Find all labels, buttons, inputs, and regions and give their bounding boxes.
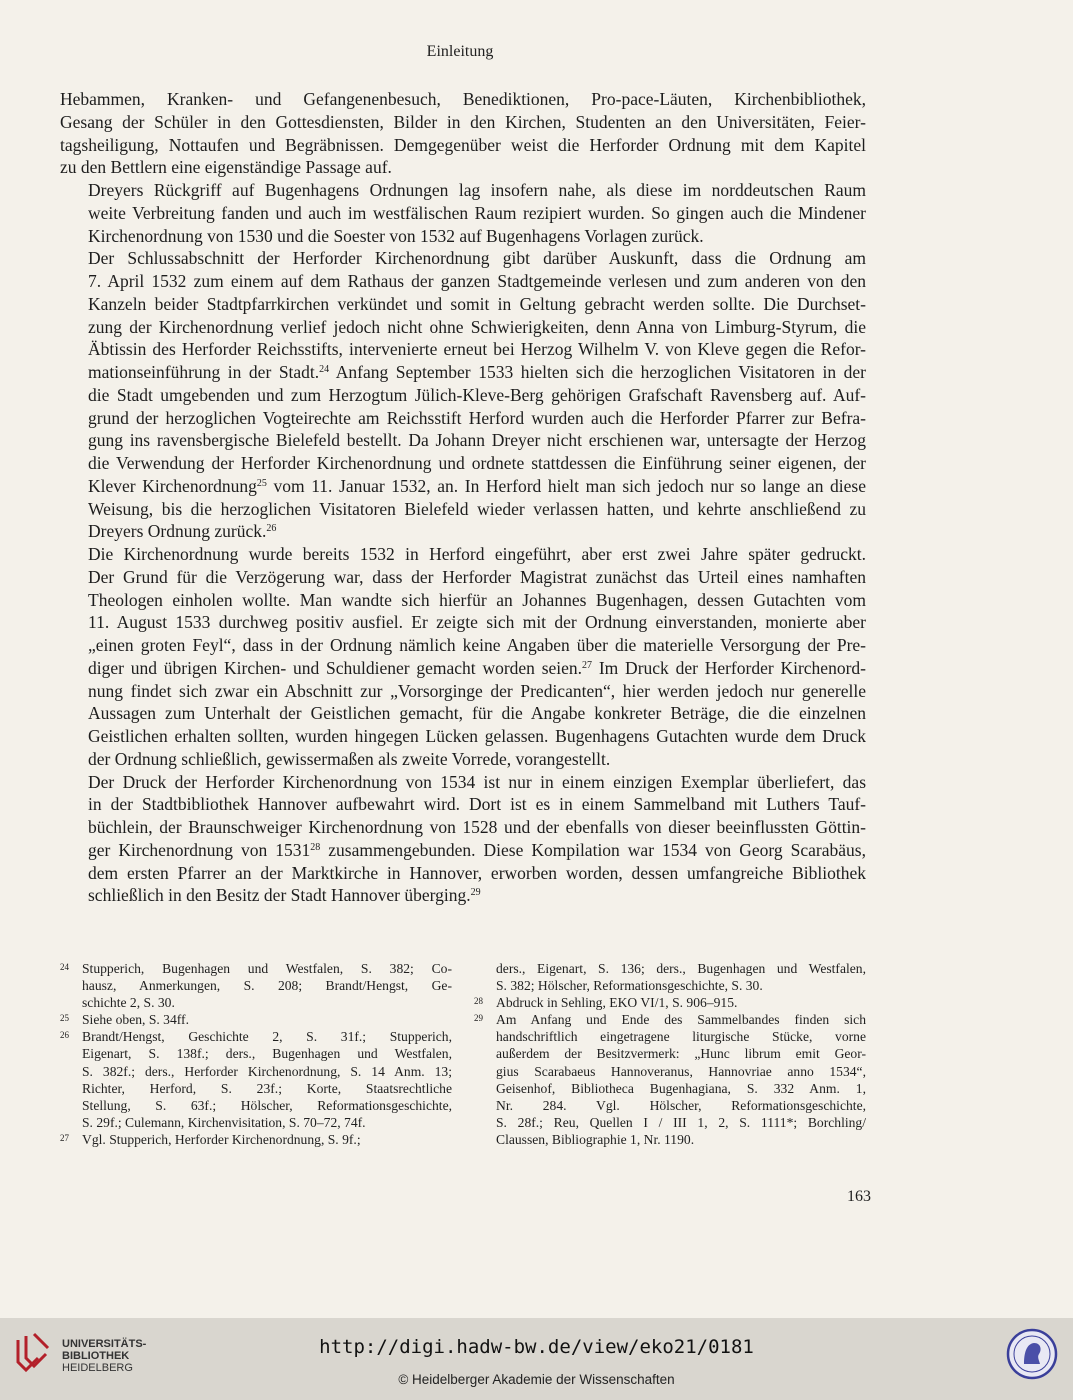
footnote-ref[interactable]: 28 xyxy=(310,841,321,853)
footnote-line: außerdem der Besitzvermerk: „Hunc librum emit Geor- xyxy=(496,1046,866,1062)
text-line: Klever Kirchenordnung$^{25}$ vom 11. Januar 1532, an. In Herford hielt man sich jedoch nur so lange an diese xyxy=(88,475,866,496)
footnote-ref[interactable]: 27 xyxy=(582,659,593,671)
footnote-line: Abdruck in Sehling, EKO VI/1, S. 906–915. xyxy=(496,995,738,1011)
text-line: Weisung, bis die herzoglichen Visitatoren Bielefeld wieder verlassen hatten, und kehrte anschließend zu xyxy=(88,498,866,519)
text-line: Kanzeln beider Stadtpfarrkirchen verkündet und somit in Geltung gebracht werden sollte. Die Durchset- xyxy=(88,293,866,314)
text-line: ger Kirchenordnung von 1531$^{28}$ zusammengebunden. Diese Kompilation war 1534 von Georg Scarabäus, xyxy=(88,839,866,860)
running-head: Einleitung xyxy=(426,43,494,60)
footnote-line: Nr. 284. Vgl. Hölscher, Reformationsgeschichte, xyxy=(496,1097,866,1113)
text-line: Äbtissin des Herforder Reichsstifts, intervenierte erneut bei Herzog Wilhelm V. von Kleve gegen die Refor- xyxy=(88,339,866,360)
text-line: Hebammen, Kranken- und Gefangenenbesuch, Benediktionen, Pro-pace-Läuten, Kirchenbibliothek, xyxy=(60,89,866,109)
footnote xyxy=(474,960,866,994)
page-number: 163 xyxy=(847,1188,871,1205)
footnote-number: 29 xyxy=(474,1013,483,1024)
logo-line-3: HEIDELBERG xyxy=(62,1362,133,1374)
text-line: büchlein, der Braunschweiger Kirchenordnung von 1528 und der ebenfalls von dieser beeinflussten Göttin- xyxy=(88,817,866,837)
text-line: Theologen einholen wollte. Man wandte sich hierfür an Johannes Bugenhagen, dessen Gutachten vom xyxy=(88,589,866,610)
footnote-number: 24 xyxy=(60,962,69,972)
text-line: dem ersten Pfarrer an der Marktkirche in Hannover, erworben worden, dessen umfangreiche Bibliothek xyxy=(88,862,866,883)
text-line: in der Stadtbibliothek Hannover aufbewahrt wird. Dort ist es in einem Sammelband mit Luthers Tauf- xyxy=(88,794,866,815)
text-line: weite Verbreitung fanden und auch im westfälischen Raum rezipiert wurden. So gingen auch die Mindener xyxy=(88,202,866,223)
footnote-number: 28 xyxy=(474,996,483,1007)
footnote-line: Claussen, Bibliographie 1, Nr. 1190. xyxy=(496,1131,695,1147)
footnote-line: hausz, Anmerkungen, S. 208; Brandt/Hengst, Ge- xyxy=(82,978,452,994)
footnote-number: 26 xyxy=(60,1030,69,1041)
logo-line-1: UNIVERSITÄTS- xyxy=(62,1338,147,1350)
footer-bar xyxy=(0,1318,1073,1400)
academy-seal-icon[interactable] xyxy=(1006,1328,1058,1380)
footnote xyxy=(60,1028,452,1131)
text-line: 7. April 1532 zum einem auf dem Rathaus der ganzen Stadtgemeinde verlesen und zum anderen von den xyxy=(88,271,866,291)
text-line: grund der herzoglichen Vogteirechte am Reichsstift Herford wurden auch die Herforder Pfarrer zur Befra- xyxy=(88,407,866,428)
footnotes-right-column xyxy=(474,960,866,1148)
footnote xyxy=(60,1011,452,1028)
footnote-number: 27 xyxy=(60,1132,69,1143)
text-line: schließlich in den Besitz der Stadt Hannover überging.$^{29}$ xyxy=(88,885,481,906)
text-line: Kirchenordnung von 1530 und die Soester von 1532 auf Bugenhagens Vorlagen zurück. xyxy=(88,225,704,246)
footnote-line: S. 382f.; ders., Herforder Kirchenordnung, S. 14 Anm. 13; xyxy=(82,1063,452,1079)
footnote-ref[interactable]: 24 xyxy=(319,364,330,375)
footnote-ref[interactable]: 29 xyxy=(470,887,481,899)
paragraph xyxy=(60,771,866,908)
footnote-number: 25 xyxy=(60,1013,69,1024)
text-line: Geistlichen erhalten sollten, wurden hingegen Lücken gelassen. Bugenhagens Gutachten wurde dem Druck xyxy=(88,726,866,746)
text-line: Der Schlussabschnitt der Herforder Kirchenordnung gibt darüber Auskunft, dass die Ordnung am xyxy=(88,248,866,269)
footnote xyxy=(60,960,452,1011)
footnote-line: S. 28f.; Reu, Quellen I / III 1, 2, S. 1111*; Borchling/ xyxy=(496,1114,866,1130)
footnote-line: Stupperich, Bugenhagen und Westfalen, S. 382; Co- xyxy=(82,961,452,976)
footnote-line: Richter, Herford, S. 23f.; Korte, Staatsrechtliche xyxy=(82,1080,452,1096)
footnotes-left-column xyxy=(60,960,452,1148)
text-line: Die Kirchenordnung wurde bereits 1532 in Herford eingeführt, aber erst zwei Jahre später gedruckt. xyxy=(88,544,866,564)
text-line: 11. August 1533 durchweg positiv ausfiel. Er zeigte sich mit der Ordnung einverstanden, monierte aber xyxy=(88,612,866,633)
text-line: zung der Kirchenordnung verlief jedoch nicht ohne Schwierigkeiten, denn Anna von Limburg-Styrum, die xyxy=(88,316,866,337)
text-line: Der Druck der Herforder Kirchenordnung von 1534 ist nur in einem einzigen Exemplar überliefert, das xyxy=(88,771,866,792)
text-line: Der Grund für die Verzögerung war, dass der Herforder Magistrat zunächst das Urteil eines namhaften xyxy=(88,566,866,587)
text-line: tagsheiligung, Nottaufen und Begräbnissen. Demgegenüber weist die Herforder Ordnung mit dem Kapitel xyxy=(60,134,866,155)
footnote-line: Stellung, S. 63f.; Hölscher, Reformationsgeschichte, xyxy=(82,1097,452,1113)
footnote-line: Brandt/Hengst, Geschichte 2, S. 31f.; Stupperich, xyxy=(82,1029,452,1045)
footnote-line: schichte 2, S. 30. xyxy=(82,995,175,1011)
text-line: zu den Bettlern eine eigenständige Passage auf. xyxy=(60,157,392,178)
footnote-line: ders., Eigenart, S. 136; ders., Bugenhagen und Westfalen, xyxy=(496,961,866,976)
paragraph xyxy=(60,88,866,179)
copyright-notice: © Heidelberger Akademie der Wissenschaften xyxy=(398,1372,675,1387)
text-line: die Stadt umgebenden und zum Herzogtum Jülich-Kleve-Berg gehörigen Grafschaft Ravensberg auf. Auf- xyxy=(88,384,866,405)
text-line: Aussagen zum Unterhalt der Geistlichen gemacht, für die Angabe konkreter Beträge, die die einzelnen xyxy=(88,703,866,724)
footnote-line: Eigenart, S. 138f.; ders., Bugenhagen und Westfalen, xyxy=(82,1046,452,1062)
footnote xyxy=(474,994,866,1011)
footnote-ref[interactable]: 25 xyxy=(256,477,267,489)
text-line: Dreyers Rückgriff auf Bugenhagens Ordnungen lag insofern nahe, als diese im norddeutschen Raum xyxy=(88,180,866,200)
footnote-line: S. 29f.; Culemann, Kirchenvisitation, S. 70–72, 74f. xyxy=(82,1114,366,1130)
text-line: Gesang der Schüler in den Gottesdiensten, Bilder in den Kirchen, Studenten an den Universitäten, Feier- xyxy=(60,111,866,132)
footnote-line: Siehe oben, S. 34ff. xyxy=(82,1012,189,1028)
footnote-line: Am Anfang und Ende des Sammelbandes finden sich xyxy=(496,1012,866,1028)
paragraph xyxy=(60,247,866,543)
footnote-line: gius Scarabaeus Hannoveranus, Hannovriae anno 1534“, xyxy=(496,1063,866,1079)
text-line: mationseinführung in der Stadt.$^{24}$ Anfang September 1533 hielten sich die herzoglichen Visitatoren in der xyxy=(88,362,866,382)
text-line: diger und übrigen Kirchen- und Schuldiener gemacht worden seien.$^{27}$ Im Druck der Herforder Kirchenord- xyxy=(88,657,866,678)
main-text xyxy=(60,88,866,907)
paragraph xyxy=(60,179,866,247)
footnote-line: Geisenhof, Bibliotheca Bugenhagiana, S. 332 Anm. 1, xyxy=(496,1080,866,1096)
footnote-line: handschriftlich eingetragene liturgische Stücke, vorne xyxy=(496,1029,866,1045)
text-line: Dreyers Ordnung zurück.$^{26}$ xyxy=(88,521,277,542)
text-line: gung ins ravensbergische Bielefeld bestellt. Da Johann Dreyer nicht erschienen war, untersagte der Herzog xyxy=(88,430,866,451)
text-line: „einen groten Feyl“, dass in der Ordnung nämlich keine Angaben über die materielle Versorgung der Pre- xyxy=(88,635,866,655)
logo-line-2: BIBLIOTHEK xyxy=(62,1350,130,1362)
footnote xyxy=(60,1131,452,1148)
text-line: nung findet sich zwar ein Abschnitt zur „Vorsorginge der Predicanten“, hier werden jedoch nur generelle xyxy=(88,680,866,701)
permalink-url[interactable]: http://digi.hadw-bw.de/view/eko21/0181 xyxy=(319,1336,754,1358)
paragraph xyxy=(60,543,866,771)
footnote-ref[interactable]: 26 xyxy=(266,523,277,535)
text-line: die Verwendung der Herforder Kirchenordnung und ordnete stattdessen die Einführung seiner eigenen, der xyxy=(88,453,866,473)
text-line: der Ordnung schließlich, gewissermaßen als zweite Vorrede, vorangestellt. xyxy=(88,748,611,769)
footnote xyxy=(474,1011,866,1148)
footnote-line: S. 382; Hölscher, Reformationsgeschichte, S. 30. xyxy=(496,978,763,994)
footnote-line: Vgl. Stupperich, Herforder Kirchenordnung, S. 9f.; xyxy=(82,1131,361,1147)
